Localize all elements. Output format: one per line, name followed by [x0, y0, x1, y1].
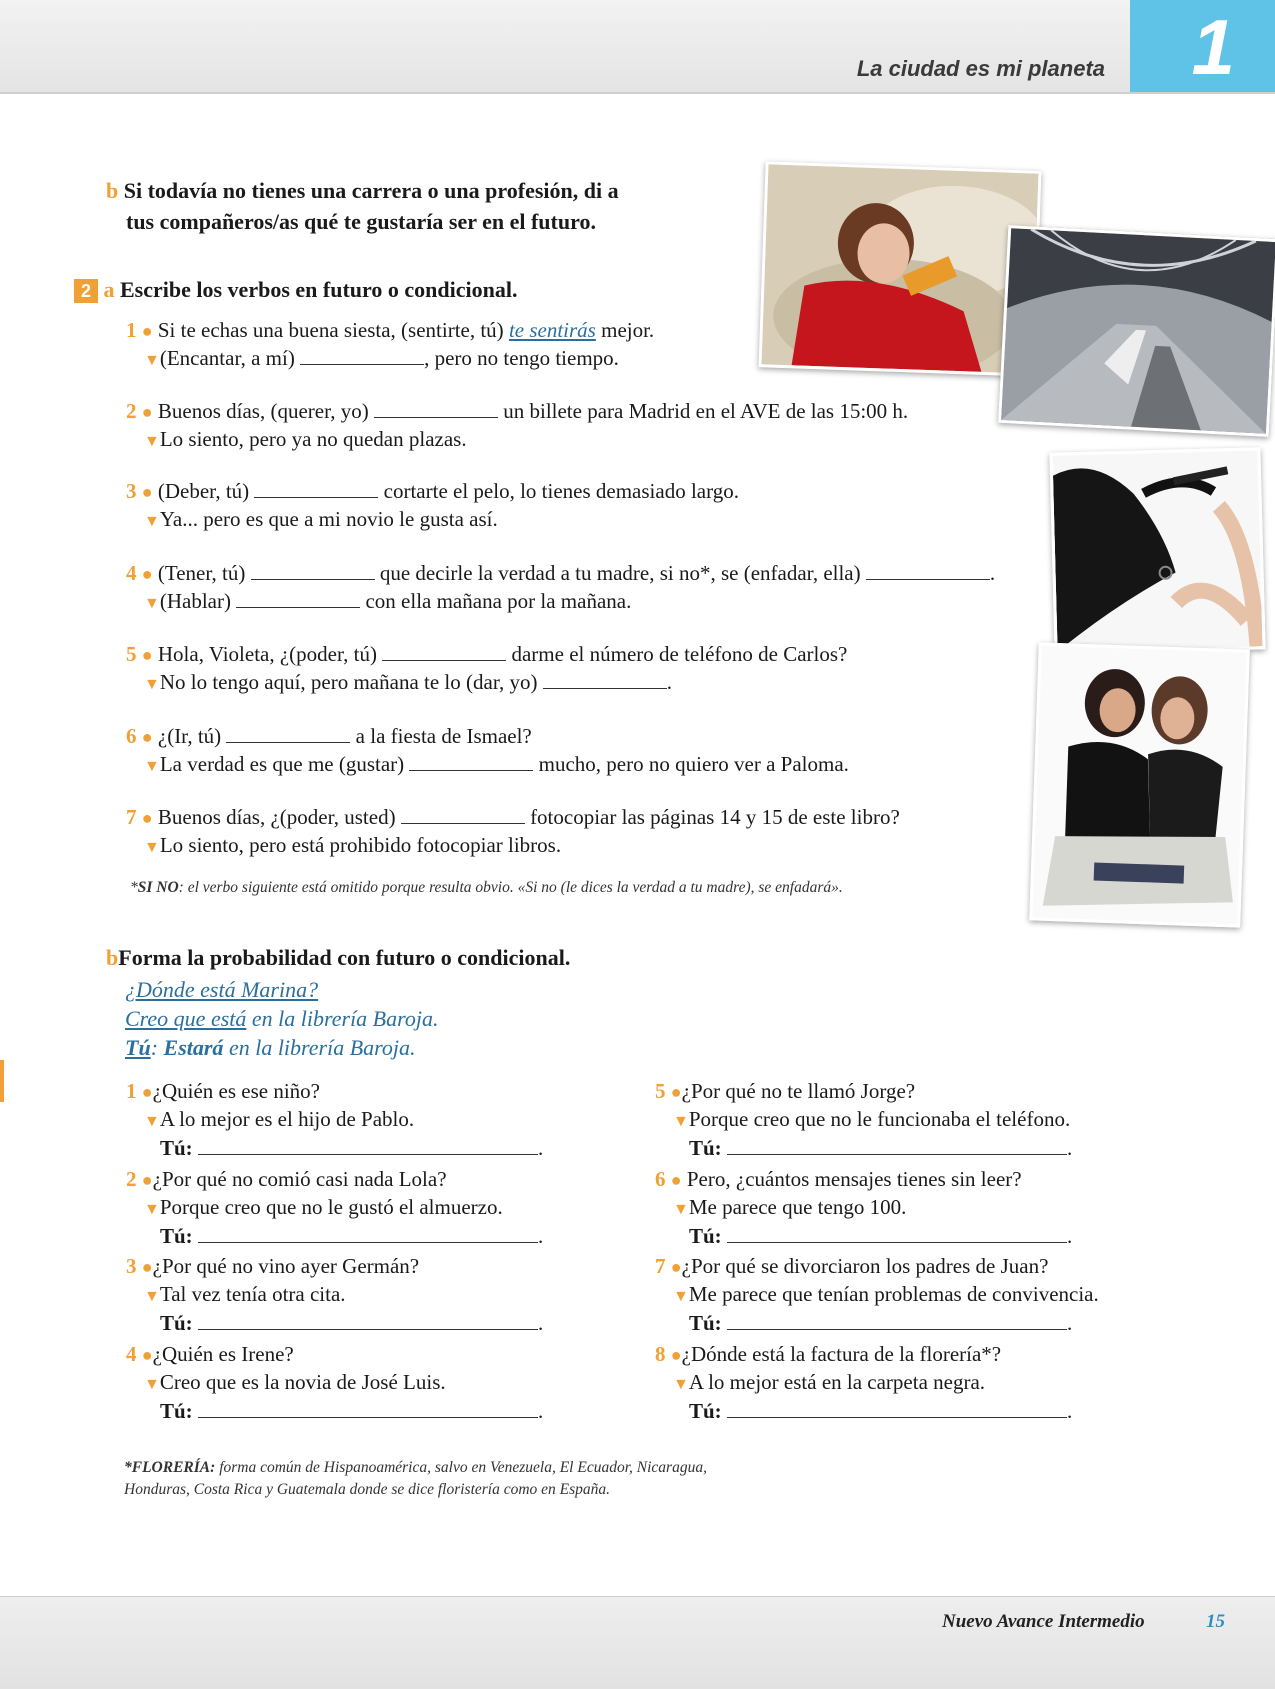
question-text: ¿Por qué no comió casi nada Lola? — [152, 1167, 447, 1191]
answer-blank[interactable] — [401, 805, 525, 824]
prompt-text: Buenos días, ¿(poder, usted) — [157, 805, 396, 829]
triangle-bullet-icon: ▼ — [144, 1113, 160, 1130]
exercise-item-4: 4 ● (Tener, tú) que decirle la verdad a tu madre, si no*, se (enfadar, ella) . ▼(Hablar) con ella mañana por la mañana. — [126, 561, 996, 613]
answer-blank[interactable] — [198, 1224, 538, 1243]
question-text: ¿Quién es Irene? — [152, 1342, 294, 1366]
section-1b — [106, 175, 619, 237]
answer-blank[interactable] — [543, 670, 667, 689]
prompt-text: a la fiesta de Ismael? — [355, 724, 532, 748]
bullet-dot-icon: ● — [141, 482, 153, 502]
footnote-term: *FLORERÍA: — [124, 1459, 216, 1476]
example-answer-phrase: Creo que está — [125, 1006, 247, 1031]
prob-item-3: 3 ●¿Por qué no vino ayer Germán? ▼Tal vez tenía otra cita. Tú: . — [126, 1254, 544, 1335]
triangle-bullet-icon: ▼ — [144, 1376, 160, 1393]
response-text: Ya... pero es que a mi novio le gusta así. — [159, 507, 498, 531]
train-station-illustration — [1001, 228, 1275, 434]
tu-label: Tú: — [160, 1399, 193, 1423]
tu-label: Tú: — [689, 1224, 722, 1248]
section-1b-line2: tus compañeros/as qué te gustaría ser en el futuro. — [126, 209, 596, 234]
photo-woman-sleeping — [758, 161, 1041, 377]
sleeping-woman-illustration — [762, 164, 1039, 373]
question-text: ¿Por qué no vino ayer Germán? — [152, 1254, 420, 1278]
answer-blank[interactable] — [251, 561, 375, 580]
answer-blank[interactable] — [382, 642, 506, 661]
item-number: 4 — [126, 1342, 137, 1366]
tu-label: Tú: — [160, 1311, 193, 1335]
bullet-dot-icon: ● — [670, 1257, 682, 1277]
bullet-dot-icon: ● — [141, 808, 153, 828]
prompt-text: darme el número de teléfono de Carlos? — [511, 642, 848, 666]
page-footer — [0, 1596, 1275, 1689]
answer-text: A lo mejor está en la carpeta negra. — [688, 1370, 986, 1394]
response-text: mucho, pero no quiero ver a Paloma. — [538, 752, 849, 776]
triangle-bullet-icon: ▼ — [144, 513, 160, 530]
photo-haircut — [1049, 447, 1265, 654]
example-tu-label: Tú — [125, 1035, 151, 1060]
bullet-dot-icon: ● — [141, 1257, 153, 1277]
prompt-text: que decirle la verdad a tu madre, si no*, se (enfadar, ella) — [379, 561, 861, 585]
prompt-text: un billete para Madrid en el AVE de las 15:00 h. — [503, 399, 909, 423]
tu-label: Tú: — [160, 1224, 193, 1248]
section-2a-heading — [74, 274, 517, 305]
response-text: No lo tengo aquí, pero mañana te lo (dar, yo) — [159, 670, 538, 694]
example-block: ¿Dónde está Marina? Creo que está en la librería Baroja. Tú: Estará en la librería Baroja. — [125, 977, 439, 1060]
prompt-text: mejor. — [601, 318, 655, 342]
item-number: 8 — [655, 1342, 666, 1366]
tu-label: Tú: — [160, 1136, 193, 1160]
bullet-dot-icon: ● — [141, 1345, 153, 1365]
footnote-text: forma común de Hispanoamérica, salvo en Venezuela, El Ecuador, Nicaragua, — [215, 1459, 707, 1476]
prob-item-8: 8 ●¿Dónde está la factura de la florería*? ▼A lo mejor está en la carpeta negra. Tú: . — [655, 1342, 1073, 1423]
item-number: 1 — [126, 318, 137, 342]
tu-label: Tú: — [689, 1399, 722, 1423]
answer-blank[interactable] — [198, 1311, 538, 1330]
item-number: 5 — [655, 1079, 666, 1103]
answer-text: Porque creo que no le gustó el almuerzo. — [159, 1195, 503, 1219]
bullet-dot-icon: ● — [141, 727, 153, 747]
photocopier-illustration — [1032, 646, 1246, 925]
tu-label: Tú: — [689, 1311, 722, 1335]
photo-photocopier — [1029, 642, 1250, 927]
response-text: Lo siento, pero está prohibido fotocopiar libros. — [159, 833, 562, 857]
footnote-floreria — [124, 1457, 707, 1501]
answer-blank[interactable] — [409, 752, 533, 771]
response-text: (Encantar, a mí) — [159, 346, 295, 370]
question-text: Pero, ¿cuántos mensajes tienes sin leer? — [686, 1167, 1022, 1191]
question-text: ¿Por qué se divorciaron los padres de Juan? — [681, 1254, 1049, 1278]
prompt-text: (Tener, tú) — [157, 561, 246, 585]
footnote-term: SI NO — [137, 879, 179, 896]
item-number: 7 — [126, 805, 137, 829]
footnote-text: : el verbo siguiente está omitido porque resulta obvio. «Si no (le dices la verdad a tu madre), se enfadará». — [178, 879, 843, 896]
prompt-text: (Deber, tú) — [157, 479, 250, 503]
item-number: 2 — [126, 1167, 137, 1191]
footnote-si-no: *SI NO: el verbo siguiente está omitido porque resulta obvio. «Si no (le dices la verdad a tu madre), se enfadará». — [130, 879, 843, 896]
prob-item-5: 5 ●¿Por qué no te llamó Jorge? ▼Porque creo que no le funcionaba el teléfono. Tú: . — [655, 1079, 1073, 1160]
item-number: 5 — [126, 642, 137, 666]
exercise-item-3 — [126, 478, 739, 535]
triangle-bullet-icon: ▼ — [673, 1201, 689, 1218]
answer-blank[interactable] — [727, 1399, 1067, 1418]
item-number: 6 — [126, 724, 137, 748]
triangle-bullet-icon: ▼ — [144, 352, 160, 369]
question-text: ¿Dónde está la factura de la florería*? — [681, 1342, 1002, 1366]
answer-blank[interactable] — [727, 1311, 1067, 1330]
prob-item-6: 6 ● Pero, ¿cuántos mensajes tienes sin leer? ▼Me parece que tengo 100. Tú: . — [655, 1167, 1073, 1248]
footnote-text: Honduras, Costa Rica y Guatemala donde se dice floristería como en España. — [124, 1481, 611, 1498]
prompt-text: Buenos días, (querer, yo) — [157, 399, 369, 423]
question-text: ¿Quién es ese niño? — [152, 1079, 320, 1103]
answer-text: Porque creo que no le funcionaba el teléfono. — [688, 1107, 1071, 1131]
prob-item-2: 2 ●¿Por qué no comió casi nada Lola? ▼Porque creo que no le gustó el almuerzo. Tú: . — [126, 1167, 544, 1248]
book-title: Nuevo Avance Intermedio — [942, 1611, 1145, 1632]
bullet-dot-icon: ● — [141, 402, 153, 422]
answer-blank[interactable] — [198, 1399, 538, 1418]
triangle-bullet-icon: ▼ — [144, 595, 160, 612]
item-number: 3 — [126, 1254, 137, 1278]
section-1b-line1: Si todavía no tienes una carrera o una profesión, di a — [123, 178, 619, 203]
triangle-bullet-icon: ▼ — [144, 839, 160, 856]
bullet-dot-icon: ● — [141, 564, 153, 584]
answer-text: Me parece que tengo 100. — [688, 1195, 907, 1219]
response-text: Lo siento, pero ya no quedan plazas. — [159, 427, 467, 451]
exercise-item-2 — [126, 398, 908, 455]
item-number: 6 — [655, 1167, 666, 1191]
page-number: 15 — [1206, 1611, 1225, 1632]
prob-item-4: 4 ●¿Quién es Irene? ▼Creo que es la novia de José Luis. Tú: . — [126, 1342, 544, 1423]
item-number: 4 — [126, 561, 137, 585]
answer-blank[interactable] — [727, 1136, 1067, 1155]
prob-item-1: 1 ●¿Quién es ese niño? ▼A lo mejor es el hijo de Pablo. Tú: . — [126, 1079, 544, 1160]
answer-text: Me parece que tenían problemas de convivencia. — [688, 1282, 1099, 1306]
exercise-item-6 — [126, 723, 849, 780]
bullet-dot-icon: ● — [670, 1082, 682, 1102]
tu-label: Tú: — [689, 1136, 722, 1160]
answer-blank[interactable] — [236, 589, 360, 608]
bullet-dot-icon: ● — [141, 1170, 153, 1190]
prompt-text: ¿(Ir, tú) — [157, 724, 222, 748]
exercise-number: 2 — [74, 279, 98, 303]
question-text: ¿Por qué no te llamó Jorge? — [681, 1079, 916, 1103]
chapter-number: 1 — [1191, 3, 1235, 91]
triangle-bullet-icon: ▼ — [144, 676, 160, 693]
triangle-bullet-icon: ▼ — [144, 758, 160, 775]
answer-text: A lo mejor es el hijo de Pablo. — [159, 1107, 415, 1131]
item-number: 2 — [126, 399, 137, 423]
chapter-title: La ciudad es mi planeta — [856, 56, 1105, 81]
example-question: ¿Dónde está Marina? — [125, 977, 319, 1002]
prob-item-7: 7 ●¿Por qué se divorciaron los padres de Juan? ▼Me parece que tenían problemas de convivencia. Tú: . — [655, 1254, 1099, 1335]
response-text: (Hablar) — [159, 589, 231, 613]
exercise-item-1 — [126, 317, 654, 374]
triangle-bullet-icon: ▼ — [144, 433, 160, 450]
exercise-item-5: 5 ● Hola, Violeta, ¿(poder, tú) darme el número de teléfono de Carlos? ▼No lo tengo aquí, pero mañana te lo (dar, yo) . — [126, 642, 848, 694]
response-text: con ella mañana por la mañana. — [365, 589, 632, 613]
bullet-dot-icon: ● — [141, 321, 153, 341]
section-letter: a — [103, 277, 115, 302]
bullet-dot-icon: ● — [141, 1082, 153, 1102]
triangle-bullet-icon: ▼ — [673, 1376, 689, 1393]
item-number: 1 — [126, 1079, 137, 1103]
example-rest: en la librería Baroja. — [223, 1035, 416, 1060]
answer-text: Creo que es la novia de José Luis. — [159, 1370, 446, 1394]
response-text: La verdad es que me (gustar) — [159, 752, 405, 776]
item-number: 7 — [655, 1254, 666, 1278]
triangle-bullet-icon: ▼ — [144, 1201, 160, 1218]
side-marker — [0, 1060, 4, 1102]
prompt-text: fotocopiar las páginas 14 y 15 de este libro? — [530, 805, 900, 829]
bullet-dot-icon: ● — [670, 1170, 682, 1190]
exercise-item-7 — [126, 804, 900, 861]
triangle-bullet-icon: ▼ — [673, 1288, 689, 1305]
haircut-illustration — [1052, 450, 1262, 651]
section-2b-heading — [106, 942, 570, 973]
example-answer-rest: en la librería Baroja. — [246, 1006, 439, 1031]
section-2b-title: Forma la probabilidad con futuro o condicional. — [118, 945, 571, 970]
example-verb: Estará — [163, 1035, 224, 1060]
photo-train-station — [998, 225, 1275, 437]
chapter-tab — [1130, 0, 1275, 92]
page-header — [0, 0, 1275, 94]
answer-blank[interactable] — [866, 561, 990, 580]
answer-blank[interactable] — [374, 399, 498, 418]
section-2a-title: Escribe los verbos en futuro o condicional. — [120, 277, 518, 302]
prompt-text: Si te echas una buena siesta, (sentirte, tú) — [157, 318, 504, 342]
triangle-bullet-icon: ▼ — [144, 1288, 160, 1305]
answer-blank[interactable] — [254, 479, 378, 498]
answer-blank[interactable] — [300, 346, 424, 365]
response-text: , pero no tengo tiempo. — [424, 346, 619, 370]
answer-blank[interactable] — [226, 724, 350, 743]
prompt-text: cortarte el pelo, lo tienes demasiado largo. — [383, 479, 739, 503]
answer-blank[interactable] — [198, 1136, 538, 1155]
example-answer: te sentirás — [508, 318, 596, 342]
bullet-dot-icon: ● — [141, 645, 153, 665]
prompt-text: Hola, Violeta, ¿(poder, tú) — [157, 642, 377, 666]
section-letter: b — [106, 178, 119, 203]
answer-text: Tal vez tenía otra cita. — [159, 1282, 346, 1306]
triangle-bullet-icon: ▼ — [673, 1113, 689, 1130]
section-letter: b — [106, 945, 119, 970]
bullet-dot-icon: ● — [670, 1345, 682, 1365]
item-number: 3 — [126, 479, 137, 503]
answer-blank[interactable] — [727, 1224, 1067, 1243]
